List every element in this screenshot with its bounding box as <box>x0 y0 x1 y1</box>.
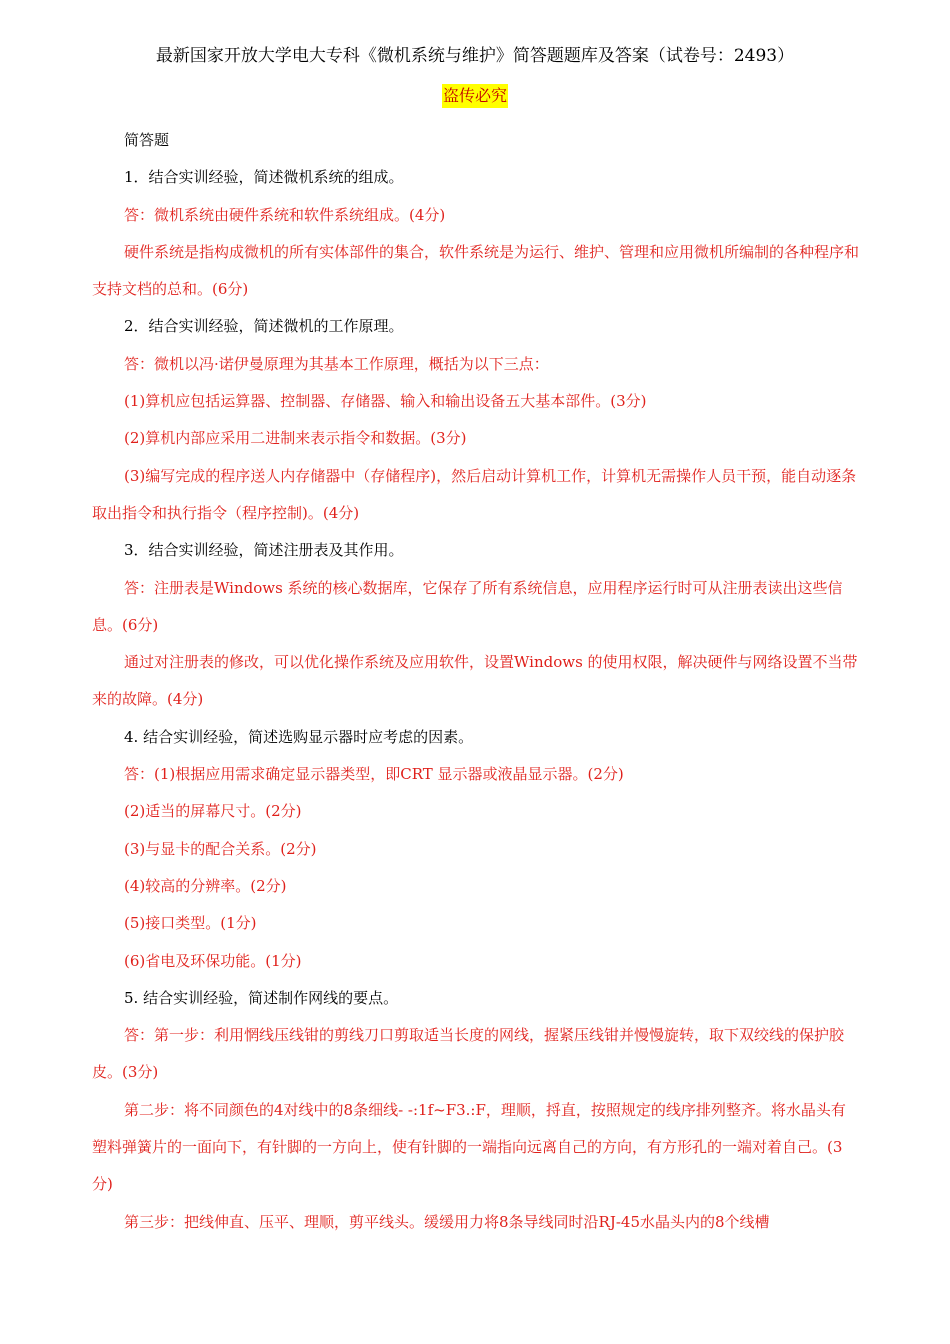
paragraph: (4)较高的分辨率。(2分) <box>124 876 287 895</box>
paragraph: 答：第一步：利用惘线压线钳的剪线刀口剪取适当长度的网线，握紧压线钳并慢慢旋转，取下双绞线的保护胶皮。(3分) <box>92 1026 845 1082</box>
paragraph: (1)算机应包括运算器、控制器、存储器、输入和输出设备五大基本部件。(3分) <box>124 392 647 411</box>
paragraph: 2．结合实训经验，简述微机的工作原理。 <box>124 317 404 336</box>
paragraph: 第三步：把线伸直、压平、理顺，剪平线头。缓缓用力将8条导线同时沿RJ-45水晶头内的8个线槽 <box>124 1212 770 1231</box>
paragraph: (3)与显卡的配合关系。(2分) <box>124 839 317 858</box>
paragraph: (2)适当的屏幕尺寸。(2分) <box>124 802 302 821</box>
section-heading: 简答题 <box>124 131 170 149</box>
highlight-stamp: 盗传必究 <box>442 84 508 108</box>
document-body <box>92 122 860 1241</box>
paragraph: 3．结合实训经验，简述注册表及其作用。 <box>124 541 404 560</box>
paragraph: 硬件系统是指构成微机的所有实体部件的集合，软件系统是为运行、维护、管理和应用微机所编制的各种程序和支持文档的总和。(6分) <box>92 242 860 299</box>
paragraph: (5)接口类型。(1分) <box>124 914 257 933</box>
paragraph: (6)省电及环保功能。(1分) <box>124 951 302 970</box>
stamp-row <box>0 84 950 108</box>
document-title: 最新国家开放大学电大专科《微机系统与维护》简答题题库及答案（试卷号：2493） <box>155 46 795 66</box>
paragraph: 答：(1)根据应用需求确定显示器类型，即CRT 显示器或液晶显示器。(2分) <box>124 765 624 784</box>
paragraph: 通过对注册表的修改，可以优化操作系统及应用软件，设置Windows 的使用权限，解决硬件与网络设置不当带来的故障。(4分) <box>92 653 858 709</box>
paragraph: (2)算机内部应采用二进制来表示指令和数据。(3分) <box>124 429 467 448</box>
paragraph: 答：微机以冯·诺伊曼原理为其基本工作原理，概括为以下三点： <box>124 354 549 373</box>
paragraph: (3)编写完成的程序送人内存储器中（存储程序)，然后启动计算机工作，计算机无需操作人员干预，能自动逐条取出指令和执行指令（程序控制)。(4分) <box>92 466 857 522</box>
paragraph: 5. 结合实训经验，简述制作网线的要点。 <box>124 988 399 1007</box>
paragraph: 答：微机系统由硬件系统和软件系统组成。(4分) <box>124 205 446 224</box>
paragraph: 1．结合实训经验，简述微机系统的组成。 <box>124 168 404 187</box>
paragraph: 答：注册表是Windows 系统的核心数据库，它保存了所有系统信息，应用程序运行时可从注册表读出这些信息。(6分) <box>92 578 843 634</box>
paragraph: 第二步：将不同颜色的4对线中的8条细线- -:1f~F3.:F，理顺，捋直，按照规定的线序排列整齐。将水晶头有塑料弹簧片的一面向下，有针脚的一方向上，使有针脚的一端指向远离自己的方向，有方形孔的一端对着自己。(3分) <box>92 1100 846 1194</box>
paragraph: 4. 结合实训经验，简述选购显示器时应考虑的因素。 <box>124 727 474 746</box>
